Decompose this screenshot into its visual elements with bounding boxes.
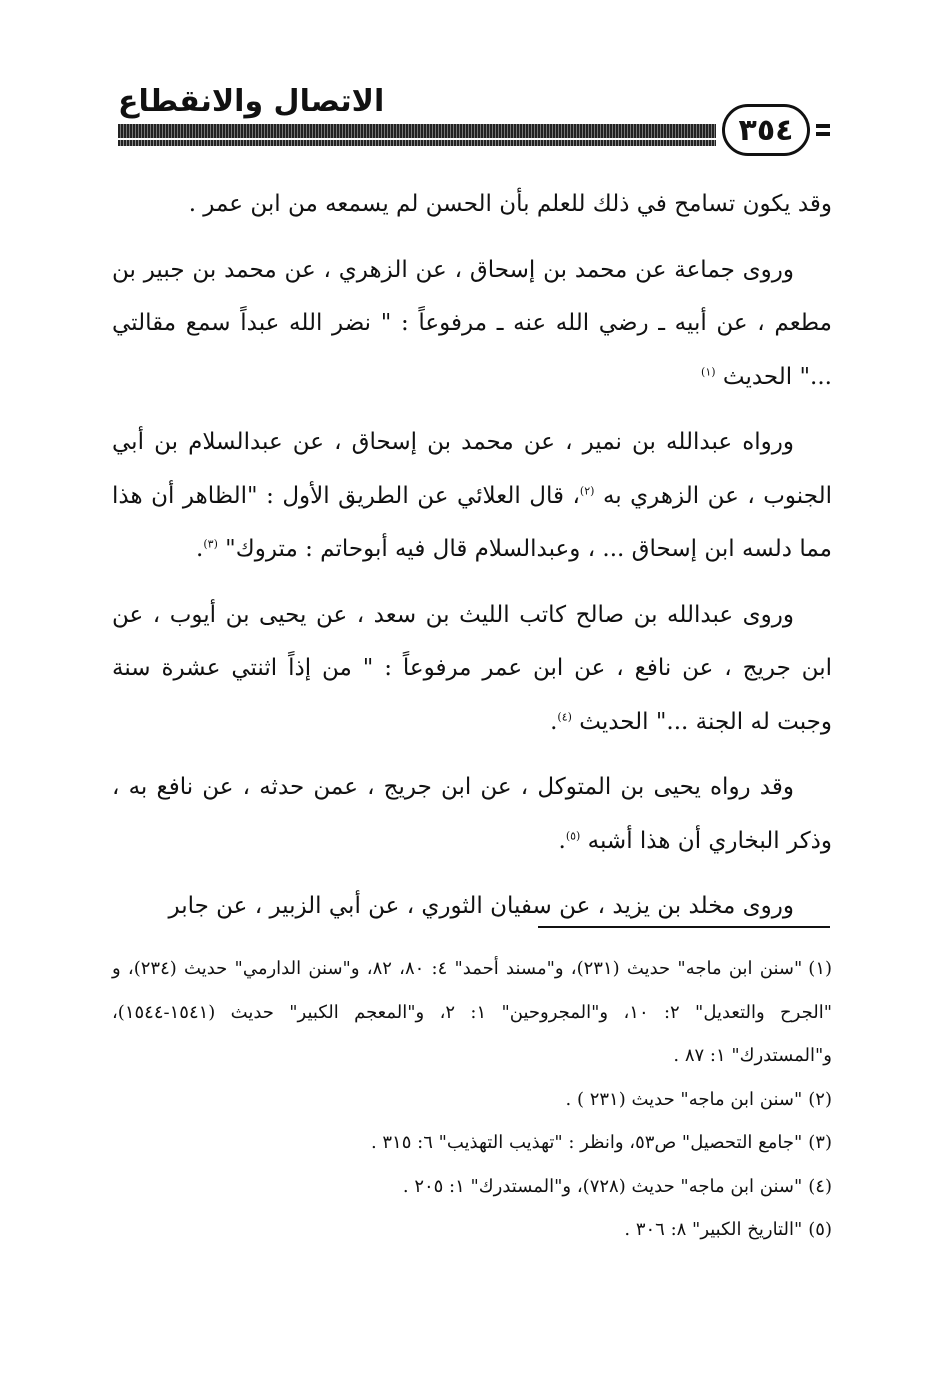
footnote-number: (٢) <box>808 1088 832 1110</box>
footnote-text: "سنن ابن ماجه" حديث (٢٣١ ) . <box>565 1088 803 1110</box>
page-number: ٣٥٤ <box>722 104 810 156</box>
footnote-number: (٥) <box>808 1219 832 1240</box>
paragraph: ورواه عبدالله بن نمير ، عن محمد بن إسحاق ، عن عبدالسلام بن أبي الجنوب ، عن الزهري به $^{(٢)}$، قال العلائي عن الطريق الأول : "الظاهر أن هذا مما دلسه ابن إسحاق ... ، وعبدالسلام قال فيه أبوحاتم : متروك" $^{(٣)}$. <box>112 429 832 562</box>
header-rule <box>118 124 716 138</box>
paragraph: وروى مخلد بن يزيد ، عن سفيان الثوري ، عن أبي الزبير ، عن جابر <box>168 893 794 919</box>
header-ornament <box>816 124 830 128</box>
paragraph: وقد يكون تسامح في ذلك للعلم بأن الحسن لم يسمعه من ابن عمر . <box>188 191 832 217</box>
header-rule-thin <box>118 140 716 146</box>
footnote <box>112 1208 832 1252</box>
footnote-number: (٤) <box>808 1175 832 1197</box>
footnote-number: (١) <box>808 958 833 979</box>
footnote <box>112 947 832 1078</box>
footnote-text: "جامع التحصيل" ص٥٣، وانظر : "تهذيب التهذيب" ٦: ٣١٥ . <box>370 1132 803 1153</box>
footnote <box>112 1165 832 1209</box>
footnote-ref: (١) <box>701 364 716 378</box>
header-ornament <box>816 132 830 136</box>
footnote-number: (٣) <box>808 1132 832 1153</box>
footnote-ref: (٥) <box>565 828 581 842</box>
footnote-text: "سنن ابن ماجه" حديث (٢٣١)، و"مسند أحمد" ٤: ٨٠، ٨٢، و"سنن الدارمي" حديث (٢٣٤)، و "الجرح والتعديل" ٢: ١٠، و"المجروحين" ١: ٢، و"المعجم الكبير" حديث (١٥٤١-١٥٤٤)، و"المستدرك" ١: ٨٧ . <box>112 958 832 1066</box>
footnote-separator <box>538 926 830 928</box>
footnote-ref: (٣) <box>203 537 218 551</box>
footnote <box>112 1078 832 1122</box>
paragraph: وروى جماعة عن محمد بن إسحاق ، عن الزهري ، عن محمد بن جبير بن مطعم ، عن أبيه ـ رضي الله عنه ـ مرفوعاً : " نضر الله عبداً سمع مقالتي ..." الحديث $^{(١)}$ <box>112 256 832 390</box>
paragraph: وقد رواه يحيى بن المتوكل ، عن ابن جريج ، عمن حدثه ، عن نافع به ، وذكر البخاري أن هذا أشبه $^{(٥)}$. <box>112 774 832 854</box>
footnote-text: "التاريخ الكبير" ٨: ٣٠٦ . <box>624 1219 803 1240</box>
main-text <box>112 178 832 946</box>
footnotes <box>112 947 832 1252</box>
footnote-text: "سنن ابن ماجه" حديث (٧٢٨)، و"المستدرك" ١: ٢٠٥ . <box>402 1175 803 1197</box>
paragraph: وروى عبدالله بن صالح كاتب الليث بن سعد ، عن يحيى بن أيوب ، عن ابن جريج ، عن نافع ، عن ابن عمر مرفوعاً : " من إذاً اثنتي عشرة سنة وجبت له الجنة ..." الحديث $^{(٤)}$. <box>112 601 832 735</box>
footnote <box>112 1121 832 1165</box>
footnote-ref: (٤) <box>557 709 572 723</box>
footnote-ref: (٢) <box>579 483 595 497</box>
running-header-title: الاتصال والانقطاع <box>118 84 385 119</box>
